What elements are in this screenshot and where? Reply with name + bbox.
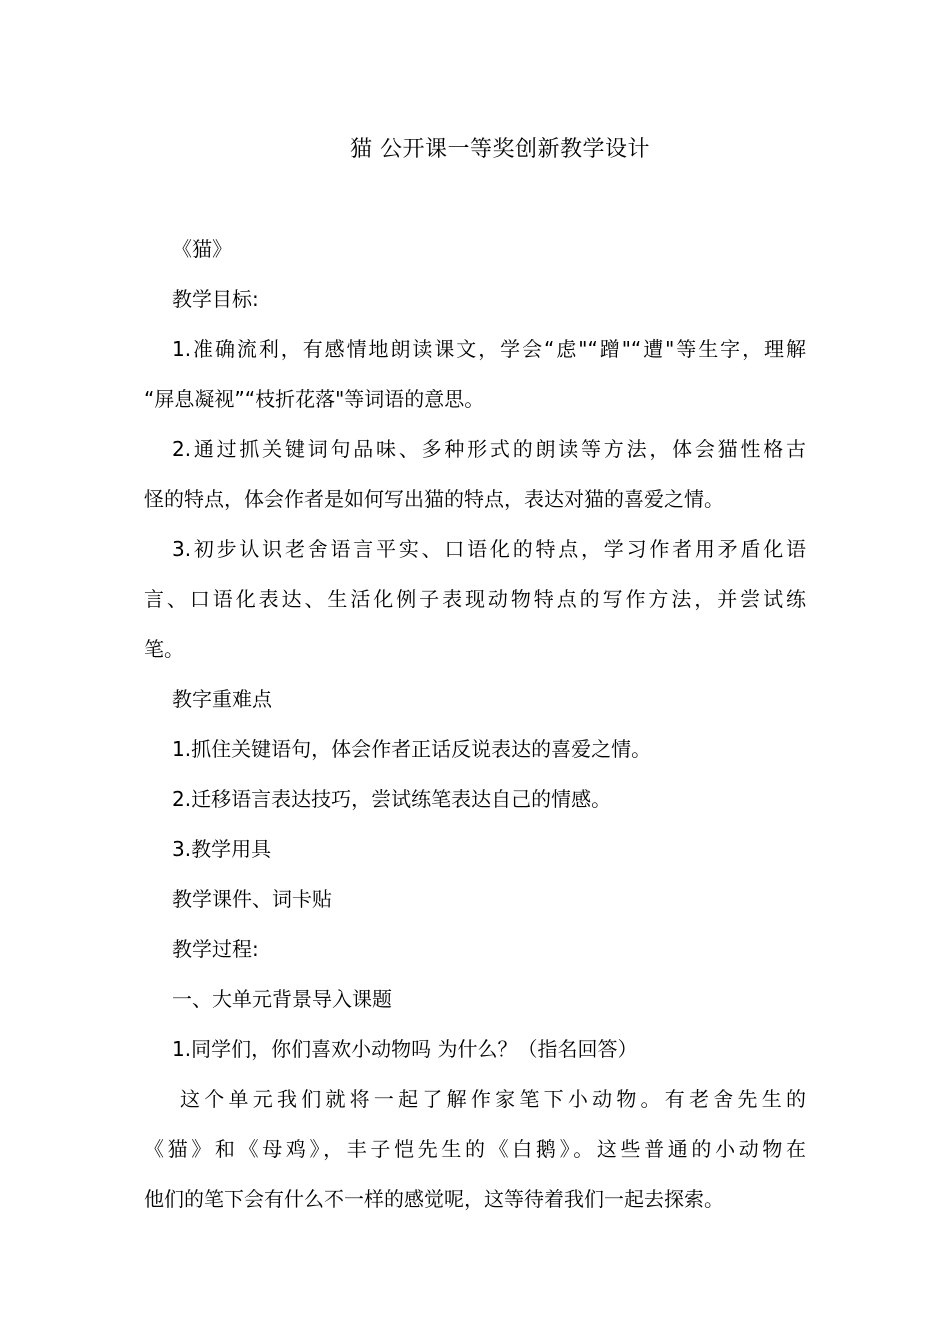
text-line: 他们的笔下会有什么不一样的感觉呢，这等待着我们一起去探索。 — [144, 1187, 724, 1211]
text-line: 《猫》 — [172, 237, 232, 261]
text-line: 1.同学们，你们喜欢小动物吗 为什么？（指名回答） — [172, 1037, 638, 1061]
text-line: 1.抓住关键语句，体会作者正话反说表达的喜爱之情。 — [172, 737, 652, 761]
text-line: 言、口语化表达、生活化例子表现动物特点的写作方法，并尝试练 — [144, 587, 806, 611]
text-line: 这个单元我们就将一起了解作家笔下小动物。有老舍先生的 — [180, 1087, 806, 1111]
text-line: “屏息凝视”“枝折花落"等词语的意思。 — [144, 387, 485, 411]
text-line: 笔。 — [144, 637, 184, 661]
text-line: 教学课件、词卡贴 — [172, 887, 332, 911]
text-line: 1.准确流利，有感情地朗读课文，学会“虑"“蹭"“遭"等生字，理解 — [172, 337, 806, 361]
section-heading: 教字重难点 — [172, 687, 272, 711]
text-line: 2.迁移语言表达技巧，尝试练笔表达自己的情感。 — [172, 787, 612, 811]
text-line: 3.初步认识老舍语言平实、口语化的特点，学习作者用矛盾化语 — [172, 537, 806, 561]
text-line: 《猫》和《母鸡》，丰子恺先生的《白鹅》。这些普通的小动物在 — [144, 1137, 806, 1161]
section-heading: 教学过程: — [172, 937, 259, 961]
text-line: 怪的特点，体会作者是如何写出猫的特点，表达对猫的喜爱之情。 — [144, 487, 724, 511]
text-line: 3.教学用具 — [172, 837, 272, 861]
text-line: 教学目标: — [172, 287, 259, 311]
text-line: 2.通过抓关键词句品味、多种形式的朗读等方法，体会猫性格古 — [172, 437, 806, 461]
section-heading: 一、大单元背景导入课题 — [172, 987, 392, 1011]
page-title: 猫 公开课一等奖创新教学设计 — [350, 137, 650, 162]
